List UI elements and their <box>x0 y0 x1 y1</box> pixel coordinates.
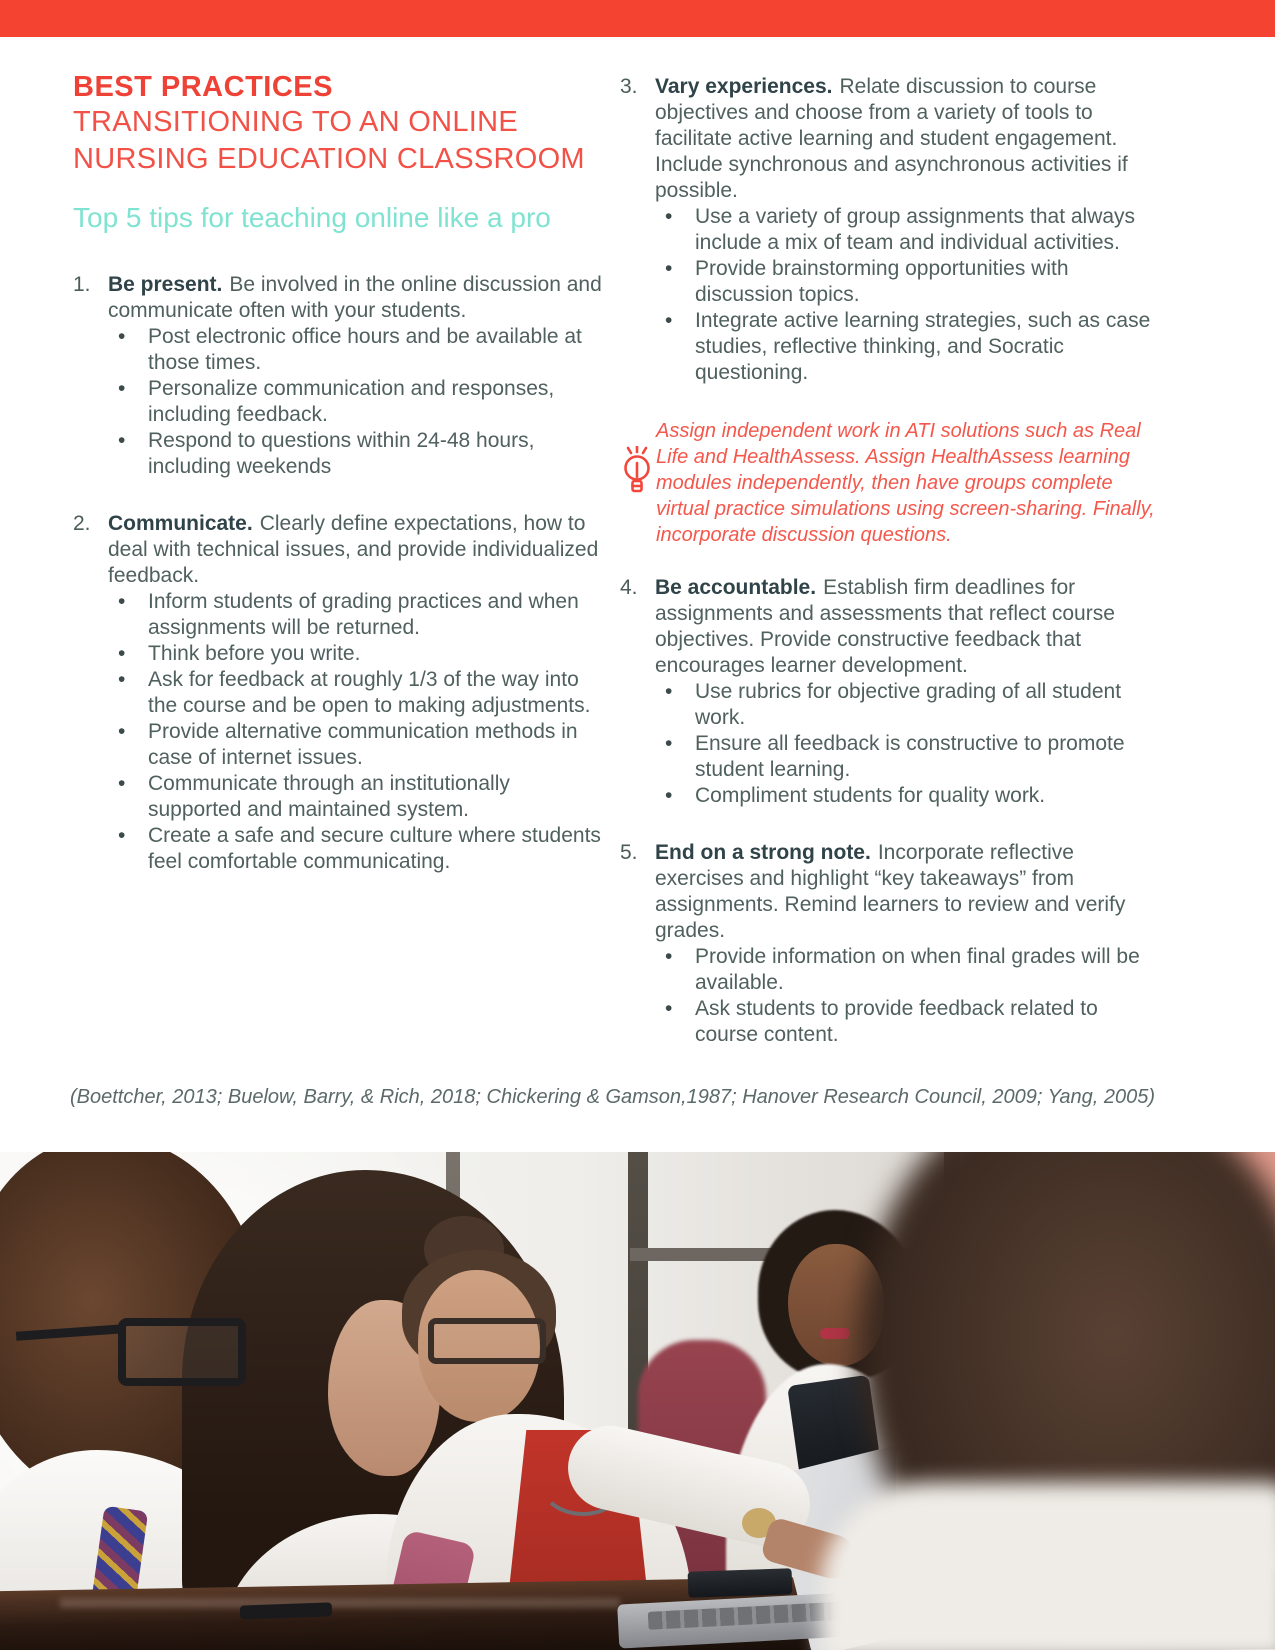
bullet-item: • Provide alternative communication methods in case of internet issues. <box>108 719 603 771</box>
left-column <box>73 70 603 875</box>
photo-table-reflection <box>60 1598 620 1608</box>
tip-2-content <box>108 511 603 875</box>
tip-4-number: 4. <box>620 576 638 599</box>
lightbulb-icon <box>620 418 656 548</box>
tip-2 <box>73 511 603 875</box>
tip-1-content <box>108 272 603 480</box>
tip-4-body: Establish firm deadlines for assignments and assessments that reflect course objectives. Provide constructive feedback that encourages learner development. <box>655 576 1115 677</box>
bullet-item: • Post electronic office hours and be available at those times. <box>108 324 603 376</box>
tip-5-text <box>655 840 1160 944</box>
bullet-item: • Use rubrics for objective grading of all student work. <box>655 679 1160 731</box>
photo-person4-lips <box>820 1328 850 1339</box>
bullet-item: • Use a variety of group assignments that always include a mix of team and individual activities. <box>655 204 1160 256</box>
tip-5 <box>620 840 1160 1048</box>
bullet-item: • Respond to questions within 24-48 hours, including weekends <box>108 428 603 480</box>
tip-2-lead: Communicate. <box>108 512 253 535</box>
tip-5-content <box>655 840 1160 1048</box>
bullet-item: • Provide information on when final grades will be available. <box>655 944 1160 996</box>
tip-1-lead: Be present. <box>108 273 223 296</box>
title-line-2: NURSING EDUCATION CLASSROOM <box>73 143 585 175</box>
tip-5-body: Incorporate reflective exercises and highlight “key takeaways” from assignments. Remind learners to review and verify grades. <box>655 841 1126 942</box>
callout-text: Assign independent work in ATI solutions such as Real Life and HealthAssess. Assign HealthAssess learning modules independently, then have groups complete virtual practice simulations using screen-sharing. Finally, incorporate discussion questions. <box>656 420 1155 546</box>
bullet-item: • Ask students to provide feedback related to course content. <box>655 996 1160 1048</box>
photo-second-laptop <box>688 1568 793 1598</box>
tip-1-bullets <box>108 324 603 480</box>
tip-5-number: 5. <box>620 841 638 864</box>
bullet-item: • Provide brainstorming opportunities with discussion topics. <box>655 256 1160 308</box>
tip-3-number: 3. <box>620 75 638 98</box>
tip-3-bullets <box>655 204 1160 386</box>
tip-3 <box>620 74 1160 386</box>
bullet-item: • Compliment students for quality work. <box>655 783 1160 809</box>
brand-color-bar <box>0 0 1275 37</box>
bullet-item: • Inform students of grading practices and when assignments will be returned. <box>108 589 603 641</box>
tip-1-body: Be involved in the online discussion and communicate often with your students. <box>108 273 602 322</box>
photo-person3-glasses <box>428 1318 546 1364</box>
tip-1-number: 1. <box>73 273 91 296</box>
tip-4-lead: Be accountable. <box>655 576 817 599</box>
tip-4-bullets <box>655 679 1160 809</box>
photo-person1-glasses <box>118 1318 246 1386</box>
bullet-item: • Personalize communication and responses, including feedback. <box>108 376 603 428</box>
tip-2-text <box>108 511 603 589</box>
classroom-photo <box>0 1152 1275 1650</box>
tip-1 <box>73 272 603 480</box>
references-citation: (Boettcher, 2013; Buelow, Barry, & Rich, 2018; Chickering & Gamson,1987; Hanover Research Council, 2009; Yang, 2005) <box>70 1086 1156 1108</box>
tip-5-bullets <box>655 944 1160 1048</box>
tip-4-text <box>655 575 1160 679</box>
bullet-item: • Create a safe and secure culture where students feel comfortable communicating. <box>108 823 603 875</box>
bullet-item: • Communicate through an institutionally supported and maintained system. <box>108 771 603 823</box>
bullet-item: • Integrate active learning strategies, such as case studies, reflective thinking, and Socratic questioning. <box>655 308 1160 386</box>
tip-3-body: Relate discussion to course objectives and choose from a variety of tools to facilitate active learning and student engagement. Include synchronous and asynchronous activities if possible. <box>655 75 1128 202</box>
right-column <box>620 74 1160 1048</box>
title-line-1: TRANSITIONING TO AN ONLINE <box>73 106 519 138</box>
tip-4-content <box>655 575 1160 809</box>
tip-3-content <box>655 74 1160 386</box>
ati-tip-callout <box>620 418 1160 548</box>
page-subtitle: Top 5 tips for teaching online like a pro <box>73 202 551 233</box>
tip-2-number: 2. <box>73 512 91 535</box>
tip-5-lead: End on a strong note. <box>655 841 871 864</box>
kicker-heading: BEST PRACTICES <box>73 71 333 103</box>
tip-3-lead: Vary experiences. <box>655 75 833 98</box>
tip-4 <box>620 575 1160 809</box>
tip-1-text <box>108 272 603 324</box>
bullet-item: • Ensure all feedback is constructive to promote student learning. <box>655 731 1160 783</box>
photo-foreground-person-shoulder <box>820 1482 1275 1650</box>
bullet-item: • Think before you write. <box>108 641 603 667</box>
tip-2-body: Clearly define expectations, how to deal with technical issues, and provide individualized feedback. <box>108 512 599 587</box>
tip-3-text <box>655 74 1160 204</box>
tip-2-bullets <box>108 589 603 875</box>
bullet-item: • Ask for feedback at roughly 1/3 of the way into the course and be open to making adjustments. <box>108 667 603 719</box>
